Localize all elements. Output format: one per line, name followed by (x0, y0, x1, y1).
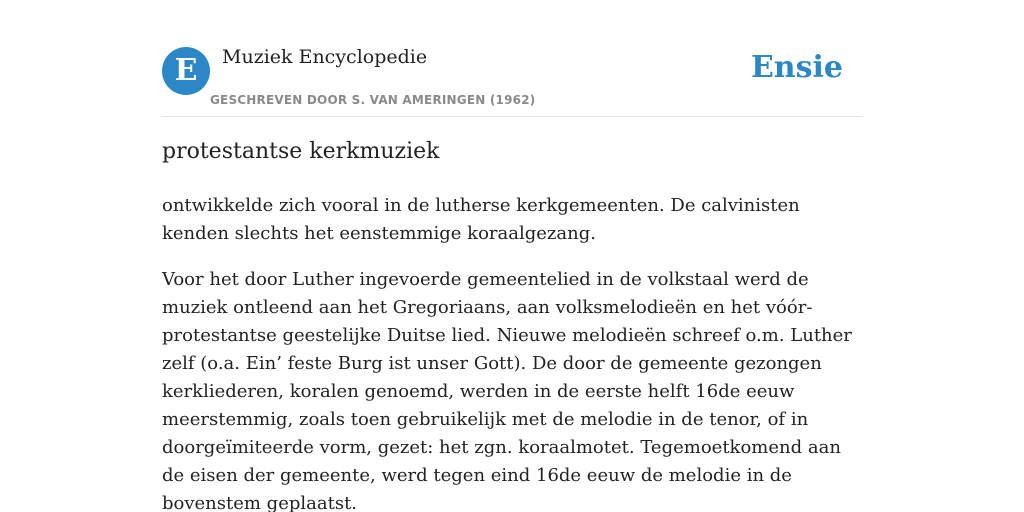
article-paragraph-1: ontwikkelde zich vooral in de lutherse kerkgemeenten. De calvinisten kenden slechts het eenstemmige koraalgezang. (162, 195, 800, 244)
article-title: protestantse kerkmuziek (162, 139, 440, 164)
article-body (162, 192, 862, 512)
article-paragraph-2: Voor het door Luther ingevoerde gemeentelied in de volkstaal werd de muziek ontleend aan het Gregoriaans, aan volksmelodieën en het vóór-protestantse geestelijke Duitse lied. Nieuwe melodieën schreef o.m. Luther zelf (o.a. Ein’ feste Burg ist unser Gott). De door de gemeente gezongen kerkliederen, koralen genoemd, werden in de eerste helft 16de eeuw meerstemmig, zoals toen gebruikelijk met de melodie in de tenor, of in doorgeïmiteerde vorm, gezet: het zgn. koraalmotet. Tegemoetkomend aan de eisen der gemeente, werd tegen eind 16de eeuw de melodie in de bovenstem geplaatst. (162, 269, 852, 512)
author-line: GESCHREVEN DOOR S. VAN AMERINGEN (1962) (210, 93, 536, 107)
header (162, 44, 862, 117)
encyclopedia-name-link[interactable]: Muziek Encyclopedie (222, 46, 428, 68)
ensie-brand-link[interactable]: Ensie (750, 50, 843, 85)
encyclopedia-logo-icon[interactable]: E (162, 47, 210, 95)
